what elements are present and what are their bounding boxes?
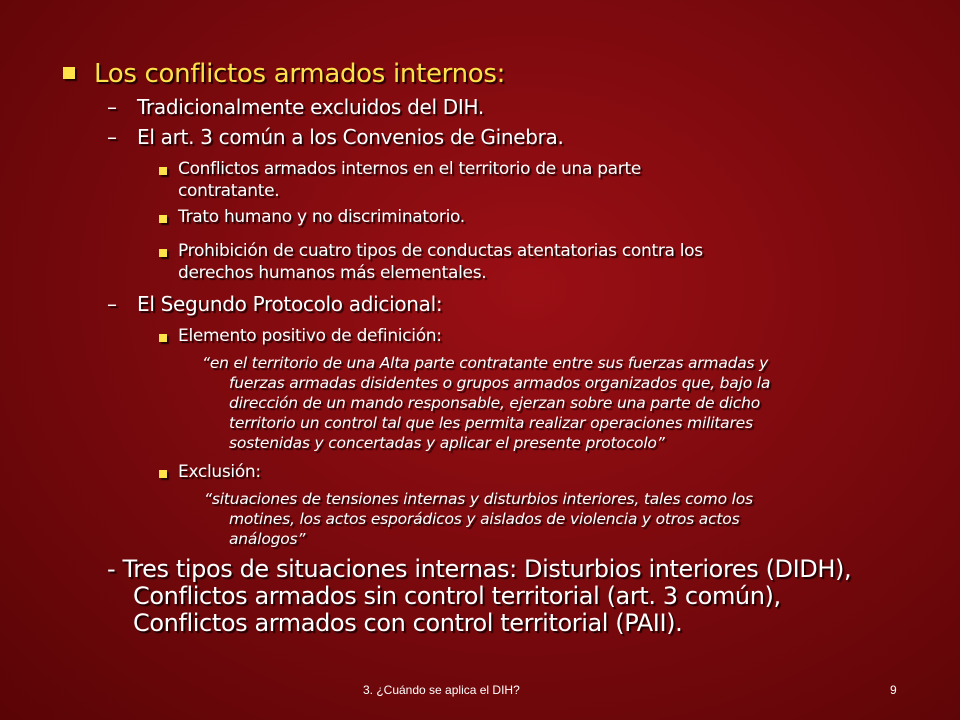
protocol-item-exclusion: Exclusión: <box>178 462 261 482</box>
art3-item-3-line1: Prohibición de cuatro tipos de conductas atentatorias contra los <box>178 241 703 261</box>
art3-item-2: Trato humano y no discriminatorio. <box>178 207 465 227</box>
square-bullet-icon <box>159 167 167 175</box>
square-bullet-icon <box>159 334 167 342</box>
definition-quote-line3: dirección de un mando responsable, ejerzan sobre una parte de dicho <box>229 394 760 412</box>
dash-marker: – <box>107 95 117 119</box>
summary-line1: - Tres tipos de situaciones internas: Disturbios interiores (DIDH), <box>107 555 852 583</box>
square-bullet-icon <box>159 215 167 223</box>
square-bullet-icon <box>63 67 75 79</box>
exclusion-quote-line3: análogos” <box>229 530 306 548</box>
art3-item-1-line1: Conflictos armados internos en el territorio de una parte <box>178 159 642 179</box>
art3-item-1-line2: contratante. <box>178 181 280 201</box>
protocol-item-definition: Elemento positivo de definición: <box>178 326 442 346</box>
subpoint-art3: El art. 3 común a los Convenios de Ginebra. <box>137 125 564 149</box>
summary-line2: Conflictos armados sin control territorial (art. 3 común), <box>133 582 781 610</box>
subpoint-excluded: Tradicionalmente excluidos del DIH. <box>137 95 484 119</box>
dash-marker: – <box>107 292 117 316</box>
definition-quote-line1: “en el territorio de una Alta parte contratante entre sus fuerzas armadas y <box>202 354 769 372</box>
dash-marker: – <box>107 125 117 149</box>
page-number: 9 <box>890 683 897 697</box>
art3-item-3-line2: derechos humanos más elementales. <box>178 263 487 283</box>
definition-quote-line4: territorio un control tal que les permita realizar operaciones militares <box>229 414 753 432</box>
slide-heading: Los conflictos armados internos: <box>94 59 506 89</box>
subpoint-protocol: El Segundo Protocolo adicional: <box>137 292 443 316</box>
summary-line3: Conflictos armados con control territorial (PAII). <box>133 609 683 637</box>
square-bullet-icon <box>159 470 167 478</box>
exclusion-quote-line1: “situaciones de tensiones internas y disturbios interiores, tales como los <box>204 490 753 508</box>
definition-quote-line2: fuerzas armadas disidentes o grupos armados organizados que, bajo la <box>229 374 771 392</box>
definition-quote-line5: sostenidas y concertadas y aplicar el presente protocolo” <box>229 434 665 452</box>
exclusion-quote-line2: motines, los actos esporádicos y aislados de violencia y otros actos <box>229 510 740 528</box>
footer-title: 3. ¿Cuándo se aplica el DIH? <box>363 683 520 697</box>
square-bullet-icon <box>159 249 167 257</box>
